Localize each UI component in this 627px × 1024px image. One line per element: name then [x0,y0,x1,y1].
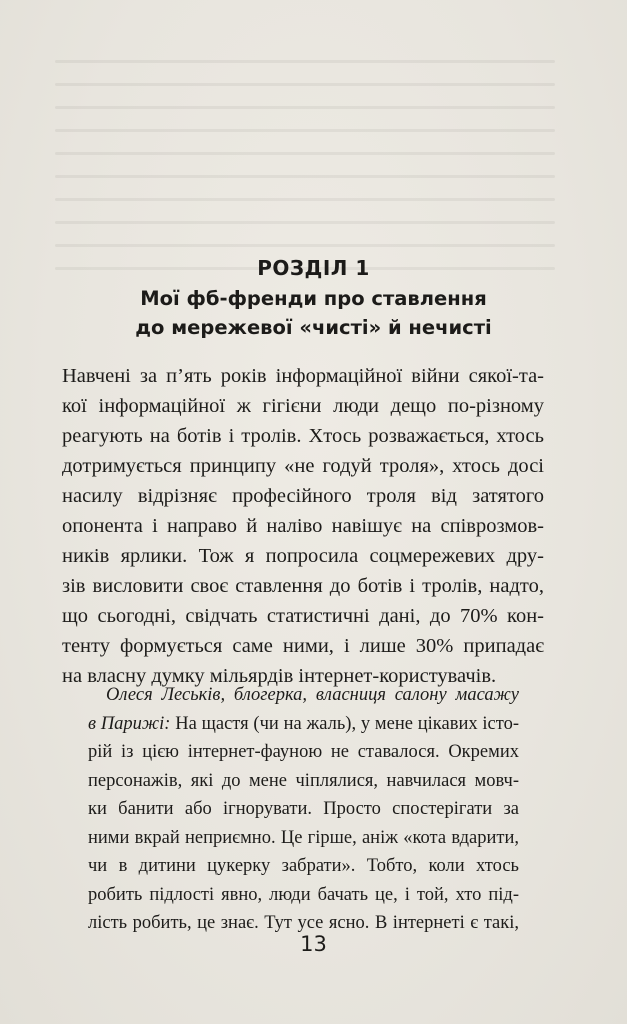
paragraph-line: реагують на ботів і тролів. Хтось розважається, хтось [62,425,544,447]
quote-author-line [88,681,519,710]
quote-line-text: На щастя (чи на жаль), у мене цікавих істо- [170,713,520,734]
body-paragraph [62,361,544,691]
quote-line: ними вкрай неприємно. Це гірше, аніж «кота вдарити, [88,827,519,848]
quote-line [88,710,519,739]
paragraph-line: насилу відрізняє професійного троля від затятого [62,485,544,507]
quote-author-location: в Парижі: [88,713,171,734]
paragraph-line: дотримується принципу «не годуй троля», хтось досі [62,455,544,477]
chapter-title-line: Мої фб-френди про ставлення [140,287,487,310]
paragraph-line: кої інформаційної ж гігієни люди дещо по-різному [62,395,544,417]
quote-line: лість робить, це знає. Тут усе ясно. В інтернеті є такі, [88,913,519,933]
paragraph-line: тенту формується саме ними, і лише 30% припадає [62,635,544,657]
paragraph-line: ників ярлики. Тож я попросила соцмережевих дру- [62,545,544,567]
paragraph-line: зів висловити своє ставлення до ботів і тролів, надто, [62,575,544,597]
quote-author: Олеся Леськів, блогерка, власниця салону масажу [106,685,519,705]
quote-line: персонажів, які до мене чіплялися, навчилася мовч- [88,770,519,791]
page-number: 13 [300,932,327,956]
show-through-text [55,60,555,320]
chapter-label: РОЗДІЛ 1 [257,256,370,280]
quote-paragraph [88,681,519,938]
chapter-title [0,284,627,342]
paragraph-line: що сьогодні, свідчать статистичні дані, до 70% кон- [62,605,544,627]
quote-line: рій із цією інтернет-фауною не ставалося. Окремих [88,742,519,762]
paragraph-line: Навчені за п’ять років інформаційної війни сякої-та- [62,365,544,387]
quote-line: чи в дитини цукерку забрати». Тобто, коли хтось [88,856,519,876]
paragraph-line: на власну думку мільярдів інтернет-користувачів. [62,665,497,687]
paragraph-line: опонента і направо й наліво навішує на співрозмов- [62,515,544,537]
quote-line: ки банити або ігнорувати. Просто спостерігати за [88,799,519,819]
chapter-title-line: до мережевої «чисті» й нечисті [135,316,492,339]
quote-line: робить підлості явно, люди бачать це, і той, хто під- [88,884,519,905]
